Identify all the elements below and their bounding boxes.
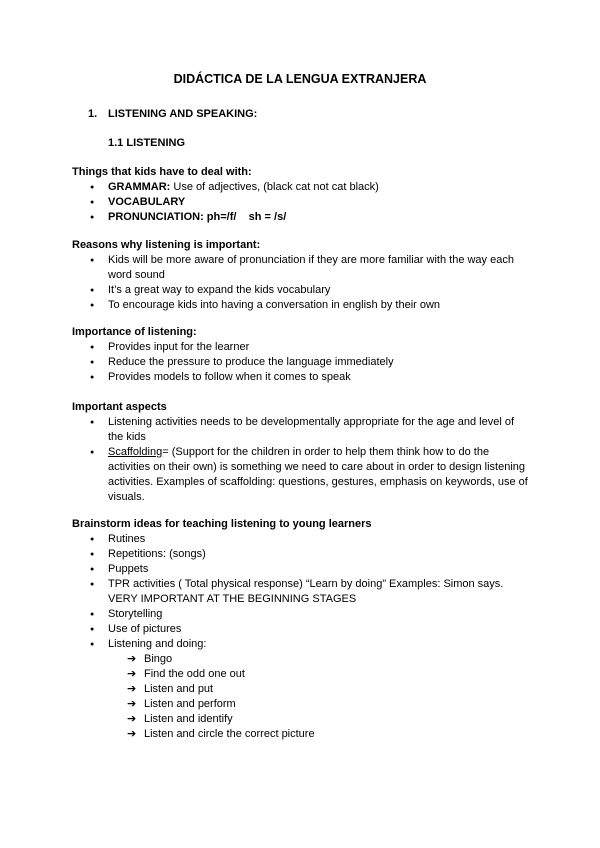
brainstorm-list bbox=[72, 532, 532, 652]
scaffolding-term: Scaffolding bbox=[108, 446, 163, 458]
list-item: ● Provides input for the learner bbox=[72, 340, 532, 355]
things-heading: Things that kids have to deal with: bbox=[72, 166, 252, 178]
sub-item-text: Listen and put bbox=[144, 683, 214, 695]
aspects-section bbox=[72, 400, 532, 505]
item-text: Use of adjectives, (black cat not cat black) bbox=[170, 181, 379, 193]
sub-list-item bbox=[72, 652, 532, 667]
sub-list-item bbox=[72, 727, 532, 742]
document-title: DIDÁCTICA DE LA LENGUA EXTRANJERA bbox=[173, 72, 427, 86]
sub-item-text: Listen and circle the correct picture bbox=[144, 728, 315, 740]
sub-list-item bbox=[72, 682, 532, 697]
list-item: ● Storytelling bbox=[72, 607, 532, 622]
sub-item-text: Listen and perform bbox=[144, 698, 236, 710]
subsection-heading: 1.1 LISTENING bbox=[108, 137, 186, 149]
arrow-icon: ➔ bbox=[127, 713, 137, 725]
listening-doing-sublist bbox=[72, 652, 532, 742]
importance-section bbox=[72, 325, 532, 385]
list-item: ● Kids will be more aware of pronunciation if they are more familiar with the way each word sound bbox=[72, 253, 532, 283]
section-title: LISTENING AND SPEAKING: bbox=[108, 108, 258, 120]
section-heading bbox=[88, 108, 257, 120]
list-item: ● Listening activities needs to be developmentally appropriate for the age and level of the kids bbox=[72, 415, 532, 445]
arrow-icon: ➔ bbox=[127, 653, 137, 665]
sub-item-text: Listen and identify bbox=[144, 713, 233, 725]
sub-list-item bbox=[72, 667, 532, 682]
arrow-icon: ➔ bbox=[127, 698, 137, 710]
list-item bbox=[72, 210, 532, 225]
scaffolding-text: = (Support for the children in order to help them think how to do the activities on their own) is something we need to care about in order to design listening activities. Examples of scaffolding: questions, gestures, emphasis on keywords, use of visuals. bbox=[108, 446, 528, 503]
item-term: VOCABULARY bbox=[108, 196, 186, 208]
things-section bbox=[72, 165, 532, 225]
list-item: ● Listening and doing: bbox=[72, 637, 532, 652]
list-item: ● Repetitions: (songs) bbox=[72, 547, 532, 562]
reasons-section bbox=[72, 238, 532, 313]
importance-heading: Importance of listening: bbox=[72, 326, 197, 338]
list-item: ● Puppets bbox=[72, 562, 532, 577]
sub-list-item bbox=[72, 697, 532, 712]
reasons-heading: Reasons why listening is important: bbox=[72, 239, 261, 251]
list-item bbox=[72, 180, 532, 195]
list-item bbox=[72, 445, 532, 505]
brainstorm-heading: Brainstorm ideas for teaching listening to young learners bbox=[72, 518, 372, 530]
list-item bbox=[72, 195, 532, 210]
reasons-list bbox=[72, 253, 532, 313]
sub-item-text: Find the odd one out bbox=[144, 668, 245, 680]
list-item: ● TPR activities ( Total physical response) “Learn by doing” Examples: Simon says. VERY IMPORTANT AT THE BEGINNING STAGES bbox=[72, 577, 532, 607]
brainstorm-section bbox=[72, 517, 532, 742]
item-term: GRAMMAR: bbox=[108, 181, 171, 193]
aspects-heading: Important aspects bbox=[72, 401, 167, 413]
section-number: 1. bbox=[88, 108, 98, 120]
list-item: ● To encourage kids into having a conversation in english by their own bbox=[72, 298, 532, 313]
sub-list-item bbox=[72, 712, 532, 727]
arrow-icon: ➔ bbox=[127, 728, 137, 740]
arrow-icon: ➔ bbox=[127, 683, 137, 695]
list-item: ● Use of pictures bbox=[72, 622, 532, 637]
list-item: ● Rutines bbox=[72, 532, 532, 547]
list-item: ● It’s a great way to expand the kids vocabulary bbox=[72, 283, 532, 298]
list-item: ● Reduce the pressure to produce the language immediately bbox=[72, 355, 532, 370]
item-text: ph=/f/ sh = /s/ bbox=[203, 211, 287, 223]
list-item: ● Provides models to follow when it comes to speak bbox=[72, 370, 532, 385]
item-term: PRONUNCIATION: bbox=[108, 211, 204, 223]
sub-item-text: Bingo bbox=[144, 653, 173, 665]
aspects-list bbox=[72, 415, 532, 505]
things-list bbox=[72, 180, 532, 225]
importance-list bbox=[72, 340, 532, 385]
arrow-icon: ➔ bbox=[127, 668, 137, 680]
